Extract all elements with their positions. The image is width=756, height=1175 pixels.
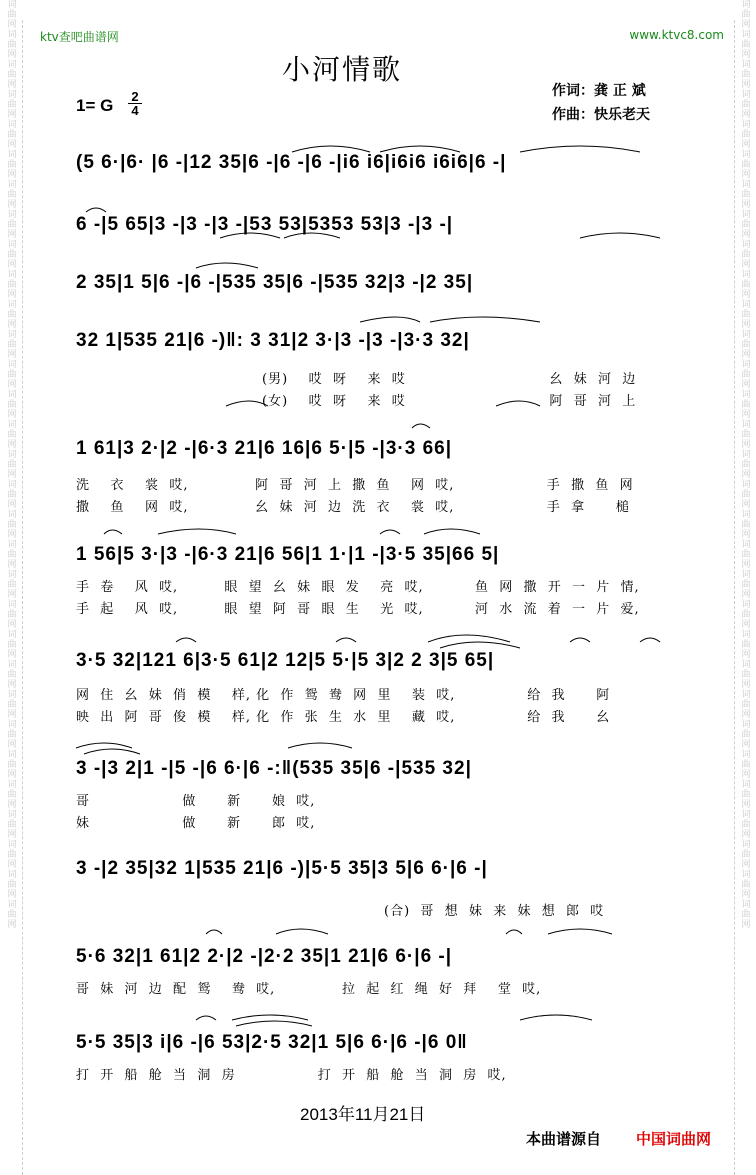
- lyric-line-6a: 手 卷 风 哎, 眼 望 幺 妹 眼 发 亮 哎, 鱼 网 撒 开 一 片 情,: [76, 580, 640, 595]
- lyric-line-4a: (男) 哎 呀 来 哎 幺 妹 河 边: [262, 372, 637, 387]
- lyric-line-8b: 妹 做 新 郎 哎,: [76, 816, 316, 831]
- lyric-line-5a: 洗 衣 裳 哎, 阿 哥 河 上 撒 鱼 网 哎, 手 撒 鱼 网: [76, 478, 634, 493]
- site-link-left[interactable]: ktv查吧曲谱网: [40, 30, 119, 44]
- lyric-line-11a: 打 开 船 舱 当 洞 房 打 开 船 舱 当 洞 房 哎,: [76, 1068, 507, 1083]
- lyricist-credit: 作词：龚 正 斌: [552, 83, 646, 99]
- lyric-line-5b: 撒 鱼 网 哎, 幺 妹 河 边 洗 衣 裳 哎, 手 拿 槌: [76, 500, 630, 515]
- lyric-line-4b: (女) 哎 呀 来 哎 阿 哥 河 上: [262, 394, 637, 409]
- time-signature: [128, 90, 142, 117]
- lyric-line-6b: 手 起 风 哎, 眼 望 阿 哥 眼 生 光 哎, 河 水 流 着 一 片 爱,: [76, 602, 640, 617]
- lyric-line-7a: 网 住 幺 妹 俏 模 样, 化 作 鸳 鸯 网 里 装 哎, 给 我 阿: [76, 688, 611, 703]
- score-line-4: 32 1|535 21|6 -)‖: 3 31|2 3·|3 -|3 -|3·3 32|: [76, 330, 470, 351]
- score-line-8: 3 -|3 2|1 -|5 -|6 6·|6 -:‖(535 35|6 -|535 32|: [76, 758, 472, 779]
- lyric-line-8a: 哥 做 新 娘 哎,: [76, 794, 316, 809]
- lyric-line-9a: (合) 哥 想 妹 来 妹 想 郎 哎: [384, 904, 605, 919]
- time-sig-top: 2: [131, 89, 139, 104]
- score-line-2: 6 -|5 65|3 -|3 -|3 -|53 53|5353 53|3 -|3 -|: [76, 214, 454, 235]
- lyric-line-10a: 哥 妹 河 边 配 鸳 鸯 哎, 拉 起 红 绳 好 拜 堂 哎,: [76, 982, 542, 997]
- song-title: 小河情歌: [282, 53, 403, 86]
- site-link-right[interactable]: www.ktvc8.com: [629, 28, 724, 42]
- score-line-1: (5 6·|6· |6 -|12 35|6 -|6 -|6 -|i6 i6|i6i6 i6i6|6 -|: [76, 152, 507, 173]
- score-line-6: 1 56|5 3·|3 -|6·3 21|6 56|1 1·|1 -|3·5 35|66 5|: [76, 544, 500, 565]
- key-signature: 1= G: [76, 96, 114, 115]
- score-line-10: 5·6 32|1 61|2 2·|2 -|2·2 35|1 21|6 6·|6 -|: [76, 946, 453, 967]
- score-line-3: 2 35|1 5|6 -|6 -|535 35|6 -|535 32|3 -|2 35|: [76, 272, 474, 293]
- page-border-right: [734, 20, 736, 1175]
- time-sig-bottom: 4: [128, 103, 142, 117]
- score-line-9: 3 -|2 35|32 1|535 21|6 -)|5·5 35|3 5|6 6·|6 -|: [76, 858, 488, 879]
- source-label: 本曲谱源自: [526, 1130, 602, 1148]
- score-line-11: 5·5 35|3 i|6 -|6 53|2·5 32|1 5|6 6·|6 -|6 0‖: [76, 1032, 468, 1053]
- page-border-left: [22, 20, 24, 1175]
- composer-credit: 作曲：快乐老天: [552, 107, 650, 123]
- publish-date: 2013年11月21日: [300, 1105, 426, 1124]
- lyric-line-7b: 映 出 阿 哥 俊 模 样, 化 作 张 生 水 里 藏 哎, 给 我 幺: [76, 710, 611, 725]
- score-line-7: 3·5 32|121 6|3·5 61|2 12|5 5·|5 3|2 2 3|5 65|: [76, 650, 495, 671]
- watermark-left: 词曲网词曲网词曲网词曲网词曲网词曲网词曲网词曲网词曲网词曲网词曲网词曲网词曲网词曲网词曲网词曲网词曲网词曲网词曲网词曲网词曲网词曲网词曲网词曲网词曲网词曲网词曲网词曲网词曲网词曲网词曲网: [7, 0, 17, 930]
- source-site-link[interactable]: 中国词曲网: [636, 1130, 712, 1148]
- score-line-5: 1 61|3 2·|2 -|6·3 21|6 16|6 5·|5 -|3·3 66|: [76, 438, 453, 459]
- watermark-right: 词曲网词曲网词曲网词曲网词曲网词曲网词曲网词曲网词曲网词曲网词曲网词曲网词曲网词曲网词曲网词曲网词曲网词曲网词曲网词曲网词曲网词曲网词曲网词曲网词曲网词曲网词曲网词曲网词曲网词曲网词曲网: [741, 0, 751, 930]
